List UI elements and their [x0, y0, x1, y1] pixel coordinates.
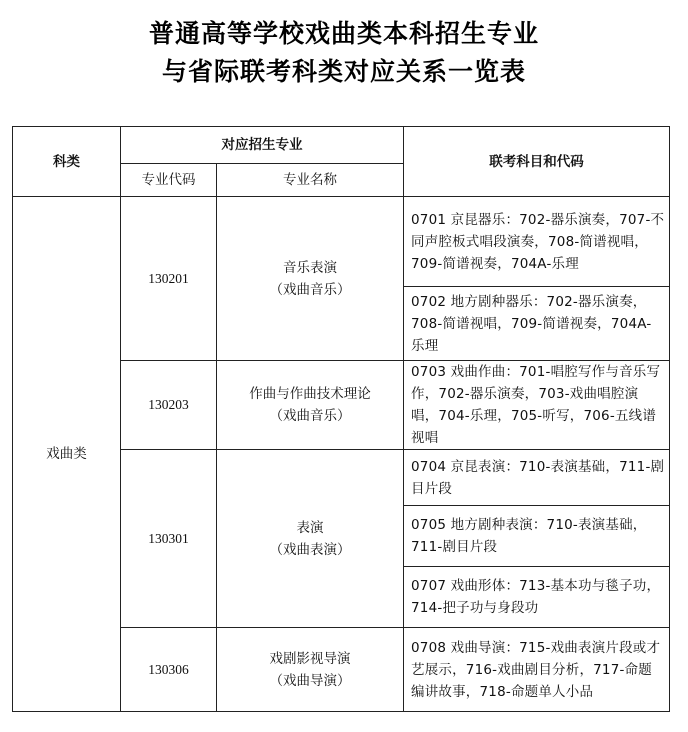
major-direction: （戏曲导演）	[269, 672, 351, 689]
major-direction: （戏曲音乐）	[269, 281, 351, 298]
document-title-line-1: 普通高等学校戏曲类本科招生专业	[148, 19, 539, 48]
exam-subject-cell: 0707 戏曲形体：713-基本功与毯子功，714-把子功与身段功	[404, 567, 670, 628]
header-category: 科类	[13, 127, 121, 197]
exam-subject-cell: 0701 京昆器乐：702-器乐演奏，707-不同声腔板式唱段演奏，708-简谱视唱，709-简谱视奏，704A-乐理	[404, 197, 670, 287]
major-direction: （戏曲表演）	[269, 541, 351, 558]
major-name-cell	[217, 197, 404, 361]
exam-subject-cell: 0705 地方剧种表演：710-表演基础，711-剧目片段	[404, 506, 670, 567]
major-name-cell	[217, 450, 404, 628]
exam-subject-cell: 0708 戏曲导演：715-戏曲表演片段或才艺展示，716-戏曲剧目分析，717-命题编讲故事，718-命题单人小品	[404, 628, 670, 712]
major-name-cell	[217, 628, 404, 712]
exam-subject-cell: 0703 戏曲作曲：701-唱腔写作与音乐写作，702-器乐演奏，703-戏曲唱腔演唱，704-乐理，705-听写，706-五线谱视唱	[404, 361, 670, 450]
header-major-code: 专业代码	[121, 164, 217, 197]
major-code-cell: 130203	[121, 361, 217, 450]
major-name: 作曲与作曲技术理论	[249, 386, 371, 402]
header-major-group: 对应招生专业	[121, 127, 404, 164]
document-title-line-2: 与省际联考科类对应关系一览表	[161, 57, 526, 86]
major-name: 表演	[296, 519, 324, 536]
header-exam-subjects: 联考科目和代码	[404, 127, 670, 197]
major-name: 音乐表演	[283, 259, 337, 276]
major-name-cell	[217, 361, 404, 450]
major-code-cell: 130301	[121, 450, 217, 628]
major-code-cell: 130306	[121, 628, 217, 712]
major-direction: （戏曲音乐）	[269, 408, 351, 424]
major-name: 戏剧影视导演	[269, 650, 351, 667]
exam-subject-cell: 0702 地方剧种器乐：702-器乐演奏，708-简谱视唱，709-简谱视奏，704A-乐理	[404, 287, 670, 361]
exam-subject-cell: 0704 京昆表演：710-表演基础，711-剧目片段	[404, 450, 670, 506]
category-cell: 戏曲类	[13, 197, 121, 712]
header-major-name: 专业名称	[217, 164, 404, 197]
major-code-cell: 130201	[121, 197, 217, 361]
correspondence-table	[12, 126, 670, 712]
